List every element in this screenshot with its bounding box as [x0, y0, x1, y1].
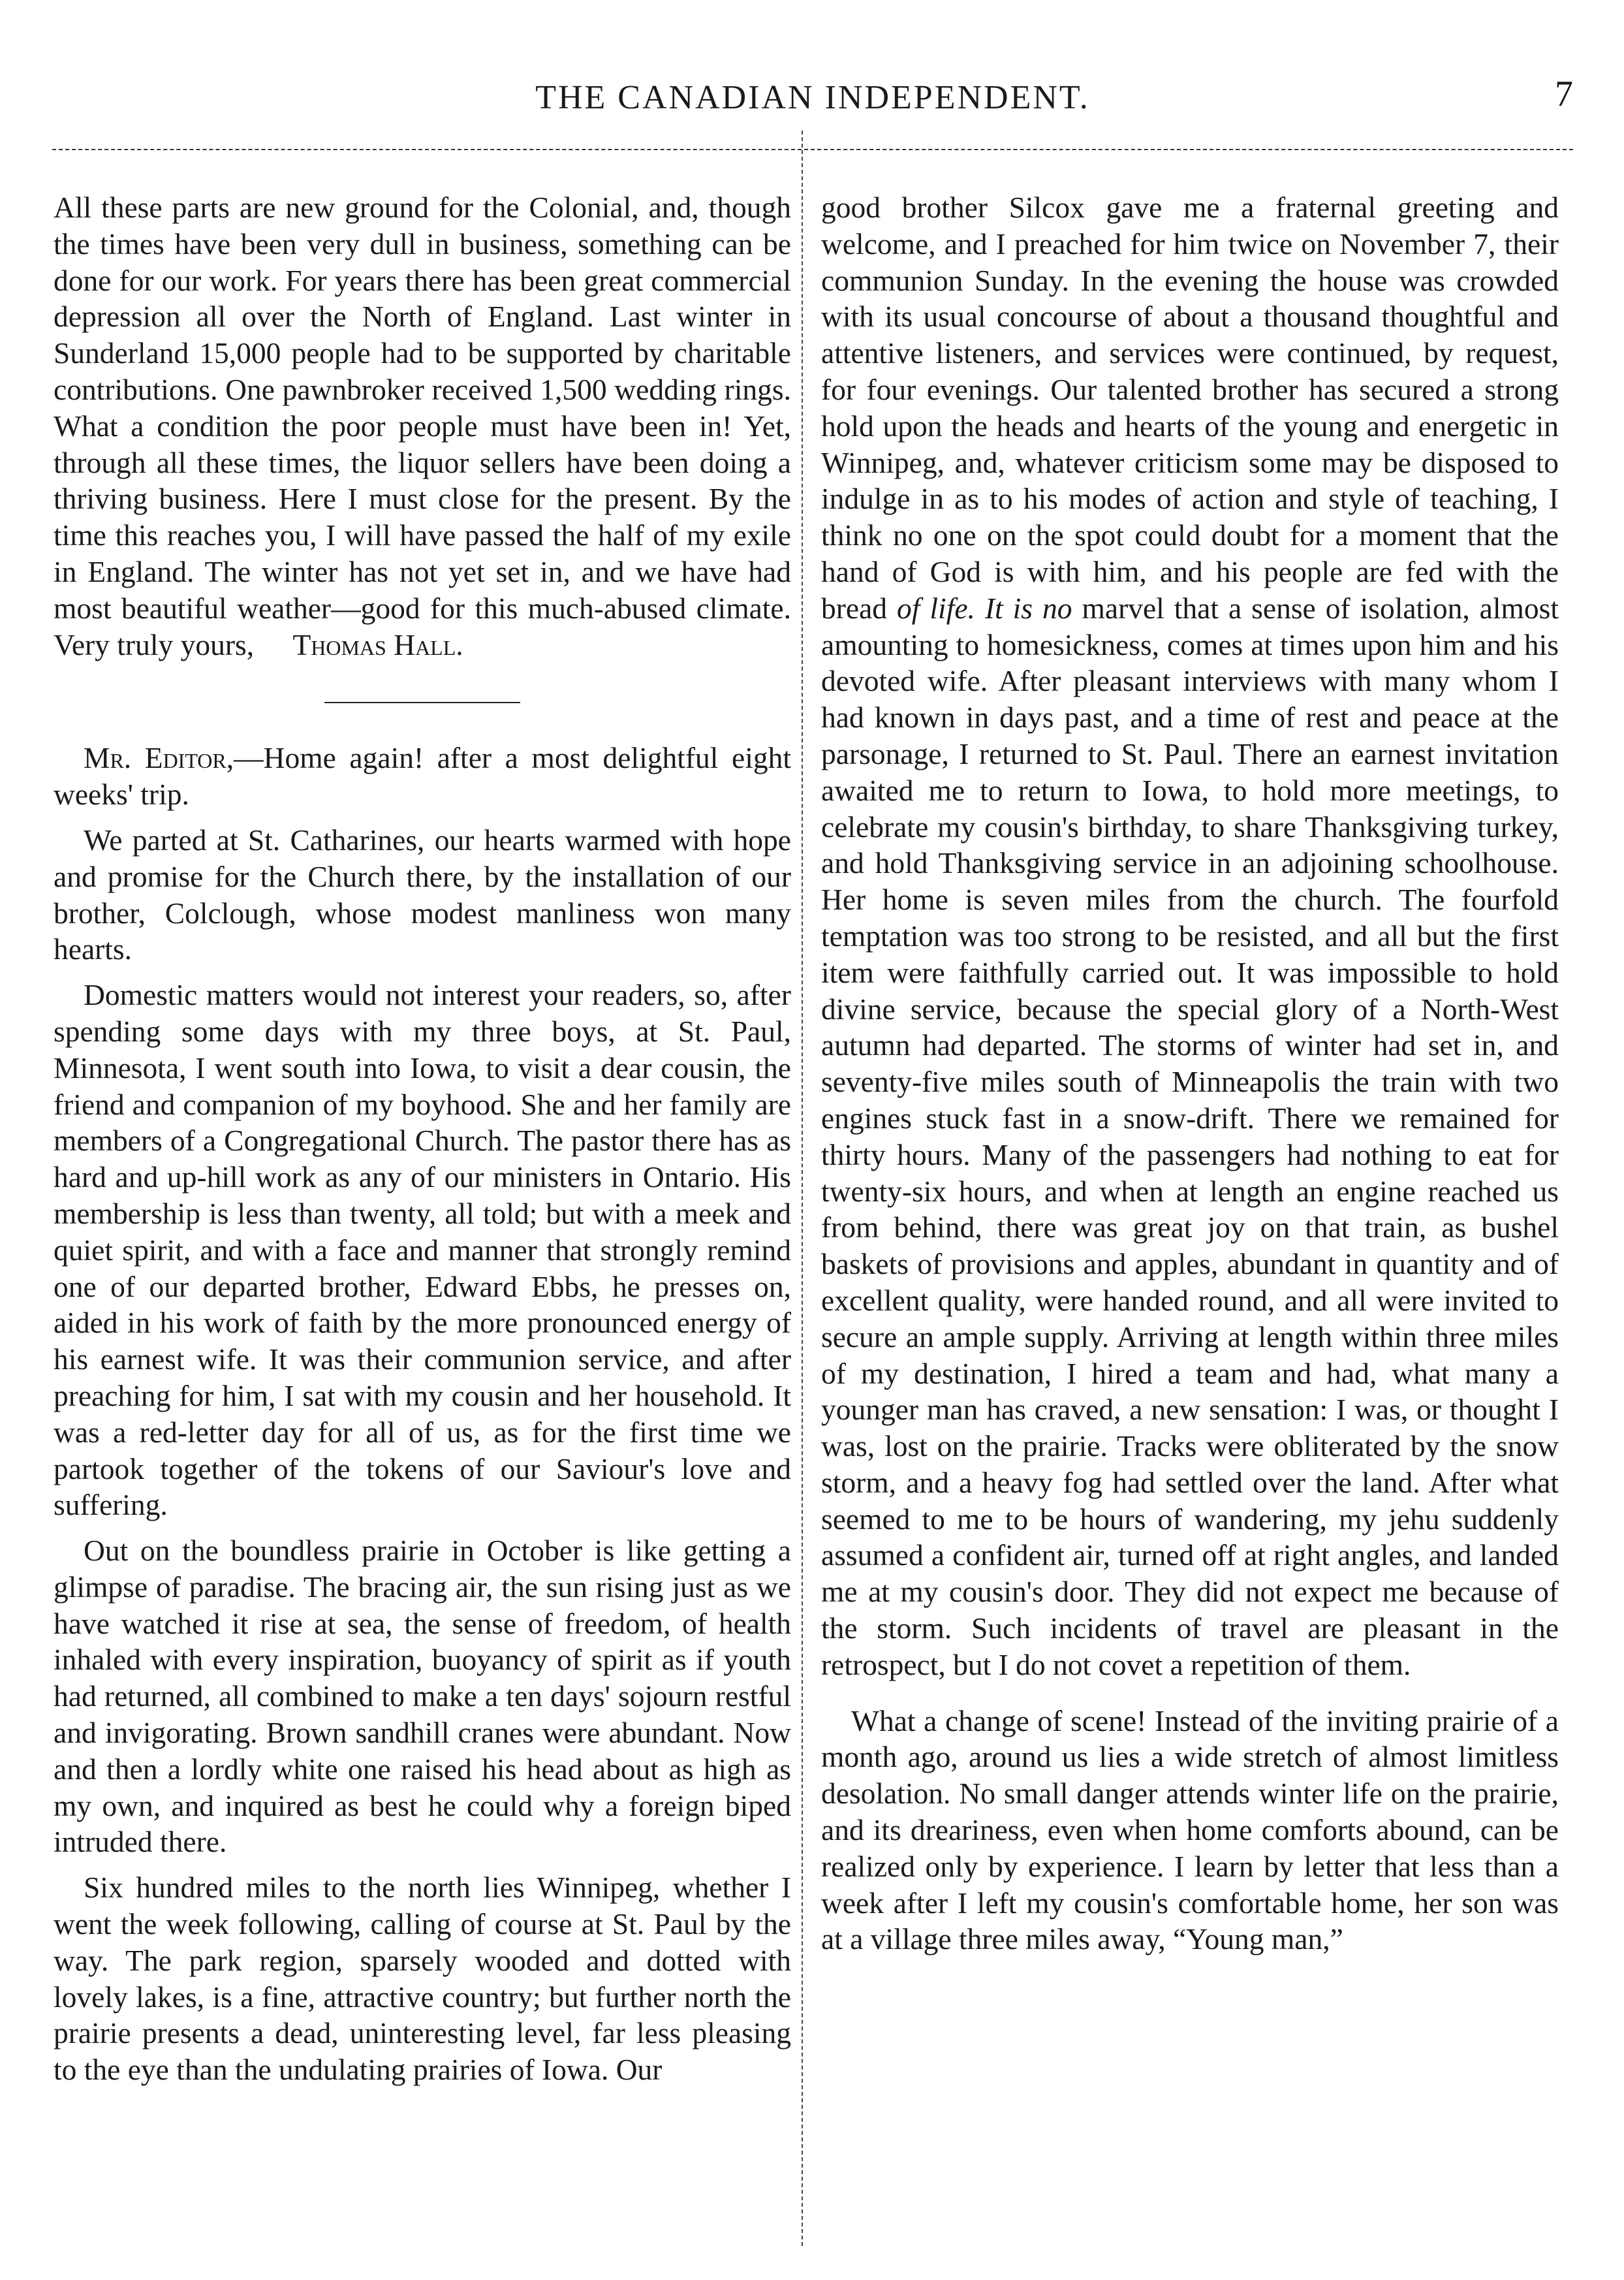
- paragraph: We parted at St. Catharines, our hearts warmed with hope and promise for the Church there, by the installation of our brother, Colclough, whose modest manliness won many hearts.: [54, 823, 791, 966]
- paragraph-text: good brother Silcox gave me a fraternal greeting and welcome, and I preached for him twice on November 7, their communion Sunday. In the evening the house was crowded with its usual concourse of about a thousand thoughtful and attentive listeners, and services were continued, by request, for four evenings. Our talented brother has secured a strong hold upon the heads and hearts of the young and energetic in Winnipeg, and, whatever criticism some may be disposed to indulge in as to his modes of action and style of teaching, I think no one on the spot could doubt for a moment that the hand of God is with him, and his people are fed with the bread: [821, 191, 1559, 625]
- column-divider: [802, 131, 803, 2246]
- paragraph: Out on the boundless prairie in October is like getting a glimpse of paradise. The bracing air, the sun rising just as we have watched it rise at sea, the sense of freedom, of health inhaled with every inspiration, buoyancy of spirit as if youth had returned, all combined to make a ten days' sojourn restful and invigorating. Brown sandhill cranes were abundant. Now and then a lordly white one raised his head about as high as my own, and inquired as best he could why a foreign biped intruded there.: [54, 1534, 791, 1859]
- paragraph: [54, 740, 791, 813]
- paragraph-text: All these parts are new ground for the Colonial, and, though the times have been very dull in business, something can be done for our work. For years there has been great commercial depression all over the North of England. Last winter in Sunderland 15,000 people had to be supported by charitable contributions. One pawnbroker received 1,500 wedding rings. What a condition the poor people must have been in! Yet, through all these times, the liquor sellers have been doing a thriving business. Here I must close for the present. By the time this reaches you, I will have passed the half of my exile in England. The winter has not yet set in, and we have had most beautiful weather—good for this much-abused climate.: [54, 191, 791, 625]
- section-rule: [324, 702, 520, 703]
- left-column: [54, 189, 791, 2088]
- salutation: Mr. Editor,: [84, 741, 234, 775]
- signature: Thomas Hall.: [292, 627, 463, 661]
- header-rule: [52, 149, 1573, 150]
- running-title: THE CANADIAN INDEPENDENT.: [535, 79, 1090, 116]
- paragraph-text: —Home again! after a most delightful eight weeks' trip.: [54, 741, 792, 812]
- paragraph: [54, 189, 791, 663]
- sign-off: [54, 628, 463, 661]
- paragraph: [821, 189, 1559, 1683]
- right-column: [821, 189, 1559, 1957]
- closing: Very truly yours,: [54, 627, 255, 661]
- page-number: 7: [1555, 74, 1573, 114]
- page-header: [52, 74, 1573, 137]
- paragraph-text: marvel that a sense of isolation, almost amounting to homesickness, comes at times upon him and his devoted wife. After pleasant interviews with many whom I had known in days past, and a time of rest and peace at the parsonage, I returned to St. Paul. There an earnest invitation awaited me to return to Iowa, to hold more meetings, to celebrate my cousin's birthday, to share Thanksgiving turkey, and hold Thanksgiving service in an adjoining schoolhouse. Her home is seven miles from the church. The fourfold temptation was too strong to be resisted, and all but the first item were faithfully carried out. It was impossible to hold divine service, because the special glory of a North-West autumn had departed. The storms of winter had set in, and seventy-five miles south of Minneapolis the train with two engines stuck fast in a snow-drift. There we remained for thirty hours. Many of the passengers had nothing to eat for twenty-six hours, and when at length an engine reached us from behind, there was great joy on that train, as bushel baskets of provisions and apples, abundant in quantity and of excellent quality, were handed round, and all were invited to secure an ample supply. Arriving at length within three miles of my destination, I hired a team and had, what many a younger man has craved, a new sensation: I was, or thought I was, lost on the prairie. Tracks were obliterated by the snow storm, and a heavy fog had settled over the land. After what seemed to me to be hours of wandering, my jehu suddenly assumed a confident air, turned off at right angles, and landed me at my cousin's door. They did not expect me because of the storm. Such incidents of travel are pleasant in the retrospect, but I do not covet a repetition of them.: [821, 591, 1559, 1681]
- paragraph: Six hundred miles to the north lies Winnipeg, whether I went the week following, calling of course at St. Paul by the way. The park region, sparsely wooded and dotted with lovely lakes, is a fine, attractive country; but further north the prairie presents a dead, uninteresting level, far less pleasing to the eye than the undulating prairies of Iowa. Our: [54, 1871, 791, 2087]
- paragraph: What a change of scene! Instead of the inviting prairie of a month ago, around us lies a wide stretch of almost limitless desolation. No small danger attends winter life on the prairie, and its dreariness, even when home comforts abound, can be realized only by experience. I learn by letter that less than a week after I left my cousin's comfortable home, her son was at a village three miles away, “Young man,”: [821, 1703, 1559, 1956]
- italic-text: of life. It is no: [897, 591, 1072, 625]
- paragraph: Domestic matters would not interest your readers, so, after spending some days with my three boys, at St. Paul, Minnesota, I went south into Iowa, to visit a dear cousin, the friend and companion of my boyhood. She and her family are members of a Congregational Church. The pastor there has as hard and up-hill work as any of our ministers in Ontario. His membership is less than twenty, all told; but with a meek and quiet spirit, and with a face and manner that strongly remind one of our departed brother, Edward Ebbs, he presses on, aided in his work of faith by the more pronounced energy of his earnest wife. It was their communion service, and after preaching for him, I sat with my cousin and her household. It was a red-letter day for all of us, as for the first time we partook together of the tokens of our Saviour's love and suffering.: [54, 978, 791, 1522]
